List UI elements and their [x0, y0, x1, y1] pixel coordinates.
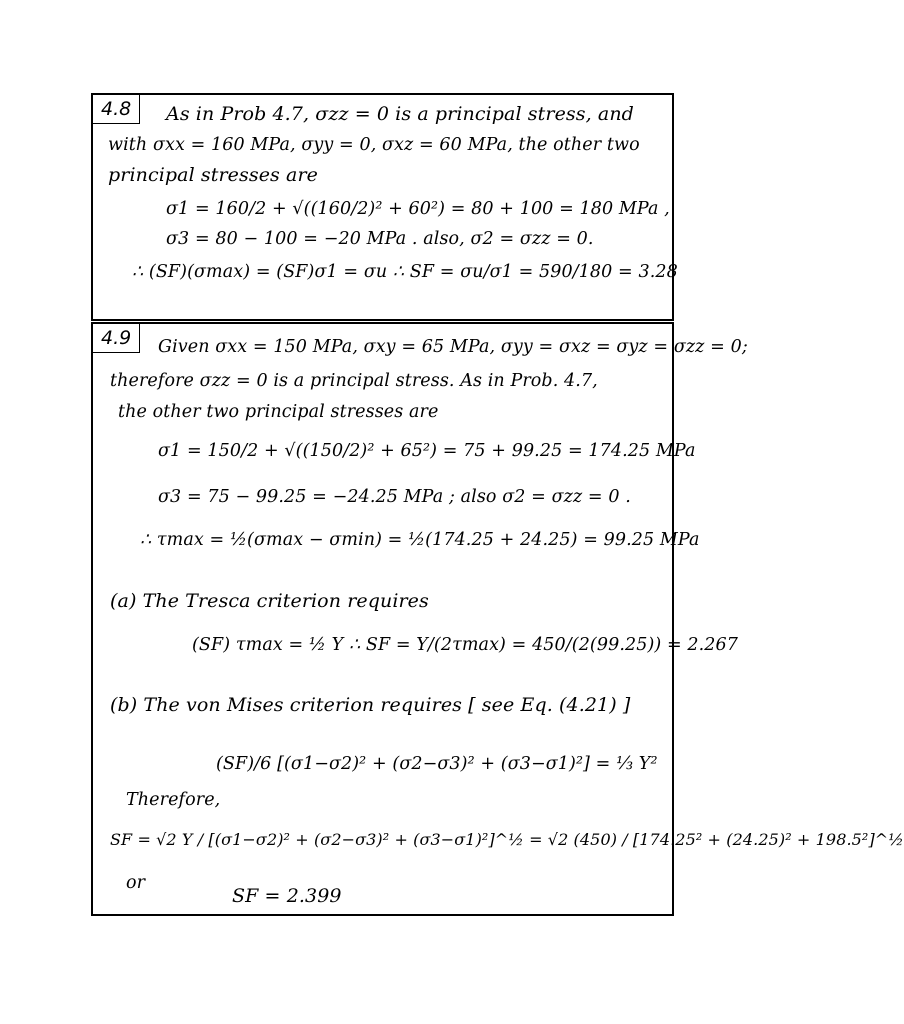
solution-line: the other two principal stresses are: [118, 402, 439, 422]
equation-line: SF = √2 Y / [(σ1−σ2)² + (σ2−σ3)² + (σ3−σ1)²]^½ = √2 (450) / [174.25² + (24.25)² + 198.5²]^½: [110, 830, 904, 849]
solution-line: Given σxx = 150 MPa, σxy = 65 MPa, σyy = σxz = σyz = σzz = 0;: [158, 337, 748, 357]
equation-line: (SF) τmax = ½ Y ∴ SF = Y/(2τmax) = 450/(2(99.25)) = 2.267: [192, 635, 739, 655]
solution-line: therefore σzz = 0 is a principal stress. As in Prob. 4.7,: [110, 371, 598, 391]
solution-line: or: [126, 873, 146, 893]
equation-line: σ3 = 75 − 99.25 = −24.25 MPa ; also σ2 = σzz = 0 .: [158, 487, 631, 507]
solution-line: (a) The Tresca criterion requires: [110, 590, 429, 612]
solution-line: Therefore,: [126, 790, 221, 810]
equation-line: ∴ (SF)(σmax) = (SF)σ1 = σu ∴ SF = σu/σ1 = 590/180 = 3.28: [132, 262, 678, 282]
problem-number: 4.9: [93, 324, 140, 353]
solution-line: (b) The von Mises criterion requires [ see Eq. (4.21) ]: [110, 694, 631, 716]
equation-line: (SF)/6 [(σ1−σ2)² + (σ2−σ3)² + (σ3−σ1)²] = ⅓ Y²: [216, 754, 658, 774]
solution-line: principal stresses are: [108, 164, 318, 186]
equation-line: ∴ τmax = ½(σmax − σmin) = ½(174.25 + 24.25) = 99.25 MPa: [140, 530, 700, 550]
equation-line: σ1 = 160/2 + √((160/2)² + 60²) = 80 + 100 = 180 MPa ,: [166, 199, 670, 219]
equation-line: σ3 = 80 − 100 = −20 MPa . also, σ2 = σzz = 0.: [166, 229, 594, 249]
solution-line: with σxx = 160 MPa, σyy = 0, σxz = 60 MPa, the other two: [108, 135, 640, 155]
solution-line: As in Prob 4.7, σzz = 0 is a principal stress, and: [166, 103, 634, 125]
equation-line: σ1 = 150/2 + √((150/2)² + 65²) = 75 + 99.25 = 174.25 MPa: [158, 441, 696, 461]
equation-line: SF = 2.399: [232, 885, 342, 907]
problem-number: 4.8: [93, 95, 140, 124]
